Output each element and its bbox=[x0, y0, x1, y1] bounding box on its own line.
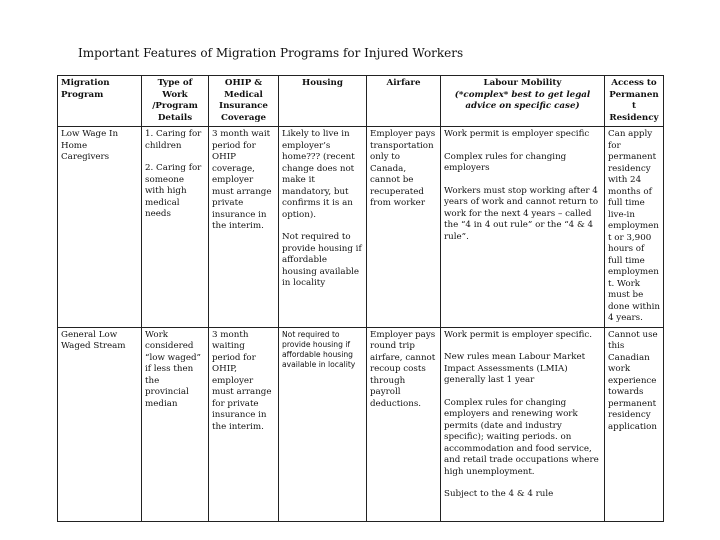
cell-housing bbox=[279, 327, 367, 521]
cell-ohip: 3 month waiting period for OHIP, employer must arrange for private insurance in the interim. bbox=[209, 327, 279, 521]
cell-airfare: Employer pays transportation only to Canada, cannot be recuperated from worker bbox=[367, 127, 441, 328]
cell-labour-item: Subject to the 4 & 4 rule bbox=[444, 489, 554, 499]
cell-labour-item: Work permit is employer specific. bbox=[444, 329, 593, 340]
cell-work-type-item: 1. Caring for children bbox=[145, 129, 202, 151]
cell-labour-item: New rules mean Labour Market Impact Assessments (LMIA) generally last 1 year bbox=[444, 352, 586, 385]
cell-housing-item: Not required to provide housing if affordable housing available in locality bbox=[282, 232, 362, 288]
document-title: Important Features of Migration Programs for Injured Workers bbox=[78, 46, 464, 60]
cell-housing-item: Not required to provide housing if affordable housing available in locality bbox=[282, 329, 356, 369]
header-housing: Housing bbox=[279, 76, 367, 127]
header-permanent-residency: Access to Permanent Residency bbox=[605, 76, 664, 127]
cell-airfare: Employer pays round trip airfare, cannot recoup costs through payroll deductions. bbox=[367, 327, 441, 521]
header-ohip-coverage: OHIP & Medical Insurance Coverage bbox=[209, 76, 279, 127]
header-labour-mobility-title: Labour Mobility bbox=[483, 78, 562, 88]
cell-program: General Low Waged Stream bbox=[58, 327, 142, 521]
cell-program: Low Wage In Home Caregivers bbox=[58, 127, 142, 328]
cell-work-type-item: Work considered “low waged” if less then the provincial median bbox=[145, 329, 201, 409]
migration-programs-table bbox=[57, 75, 664, 522]
header-migration-program: Migration Program bbox=[58, 76, 142, 127]
table-header-row bbox=[58, 76, 664, 127]
header-labour-mobility bbox=[441, 76, 605, 127]
header-labour-mobility-note: (*complex* best to get legal advice on specific case) bbox=[454, 89, 591, 111]
table-row bbox=[58, 327, 664, 521]
cell-labour-item: Complex rules for changing employers bbox=[444, 151, 567, 173]
cell-labour-item: Workers must stop working after 4 years of work and cannot return to work for the next 4 years – called the “4 in 4 out rule” or the “4 & 4 rule”. bbox=[444, 185, 599, 242]
header-type-of-work: Type of Work /Program Details bbox=[142, 76, 209, 127]
table-row bbox=[58, 127, 664, 328]
cell-housing bbox=[279, 127, 367, 328]
cell-labour-item: Complex rules for changing employers and renewing work permits (date and industry specific); waiting periods. on accommodation and food service, and retail trade occupations where high unemployment. bbox=[444, 397, 599, 477]
cell-work-type-item: 2. Caring for someone with high medical needs bbox=[145, 163, 202, 219]
cell-work-type bbox=[142, 127, 209, 328]
cell-residency: Can apply for permanent residency with 24 months of full time live-in employment or 3,900 hours of full time employment. Work must be done within 4 years. bbox=[605, 127, 664, 328]
cell-housing-item: Likely to live in employer’s home??? (recent change does not make it mandatory, but confirms it is an option). bbox=[282, 129, 355, 220]
header-airfare: Airfare bbox=[367, 76, 441, 127]
cell-work-type bbox=[142, 327, 209, 521]
cell-residency: Cannot use this Canadian work experience towards permanent residency application bbox=[605, 327, 664, 521]
cell-labour-mobility bbox=[441, 327, 605, 521]
cell-labour-mobility bbox=[441, 127, 605, 328]
cell-ohip: 3 month wait period for OHIP coverage, employer must arrange private insurance in the interim. bbox=[209, 127, 279, 328]
cell-labour-item: Work permit is employer specific bbox=[444, 129, 590, 139]
